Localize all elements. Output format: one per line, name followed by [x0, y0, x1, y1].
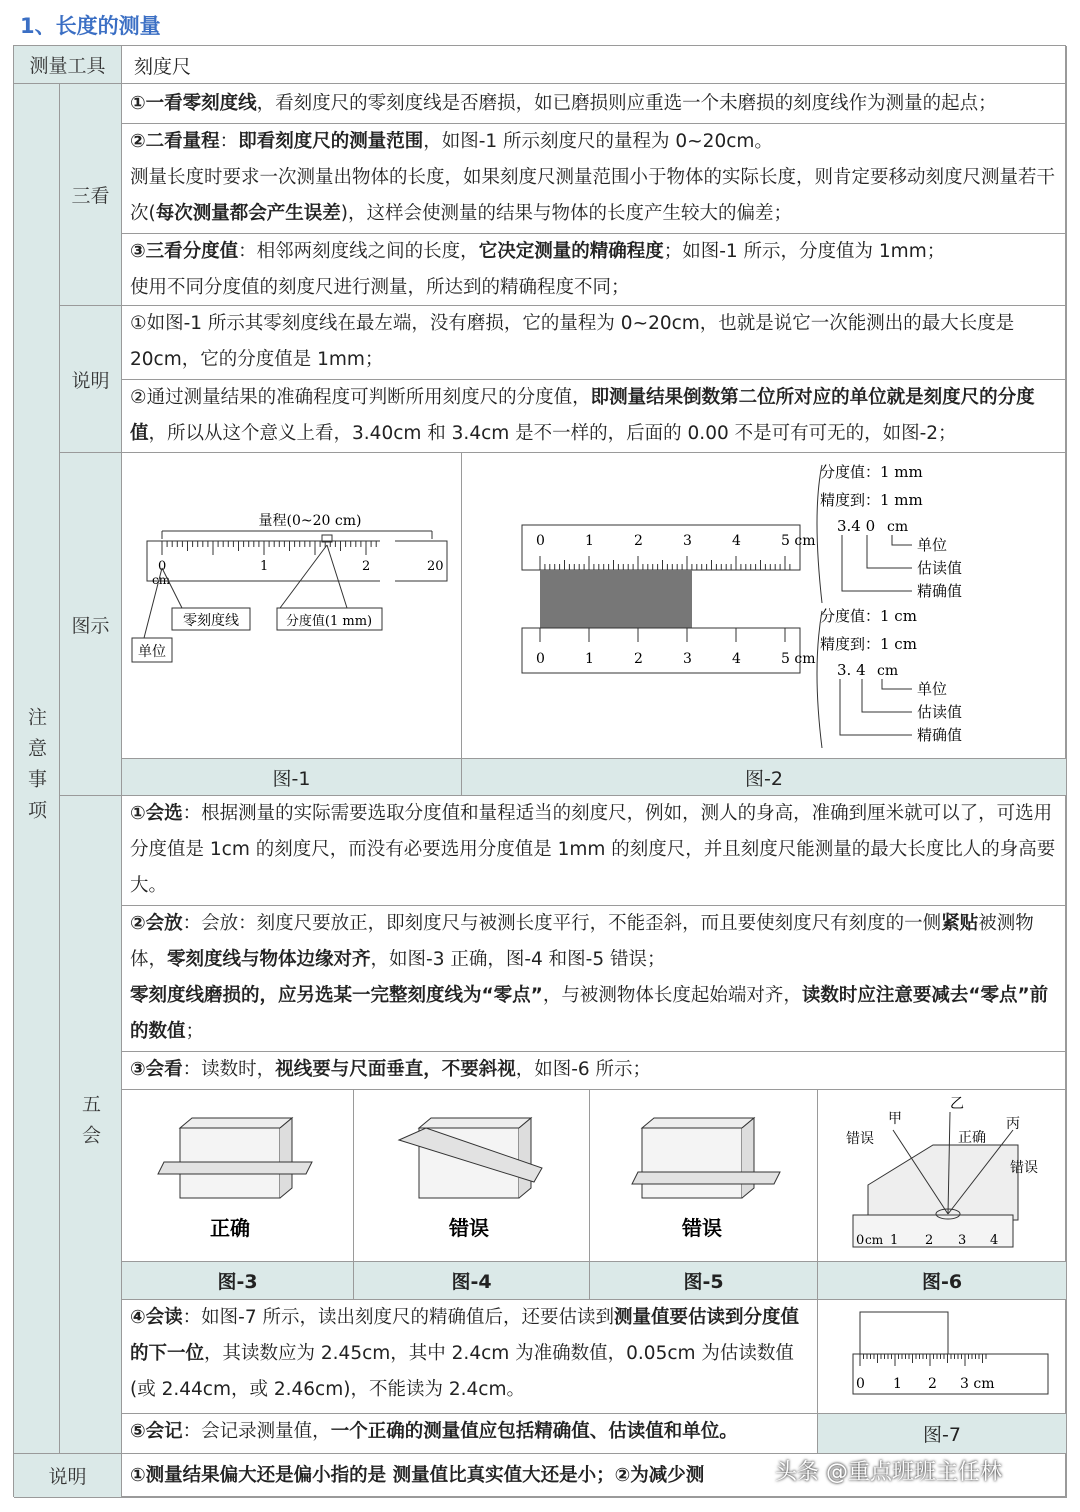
wuhui-r2-b1: ②会放: [130, 913, 183, 934]
fig2-tick-label: 3: [683, 533, 692, 549]
fig1-cm: cm: [152, 573, 171, 587]
sankan-r2-t2: ，如图-1 所示刻度尺的量程为 0~20cm。: [423, 131, 773, 152]
fig1-range-label: 量程(0~20 cm): [258, 513, 362, 529]
fig7-caption: 图-7: [818, 1414, 1067, 1454]
section-title: 1、长度的测量: [20, 14, 161, 38]
fig5-word: 错误: [682, 1216, 722, 1240]
fig6-zq: 正确: [958, 1130, 986, 1146]
wuhui-r3-t1: ：读数时，: [182, 1059, 276, 1080]
fig7-t3: 3 cm: [960, 1376, 995, 1392]
fig2-tick-label: 5 cm: [781, 651, 816, 667]
fig1-caption: 图-1: [122, 759, 462, 796]
fig6-caption: 图-6: [818, 1262, 1067, 1300]
fig2-object: [540, 570, 692, 628]
fig2-ruler-top: [522, 525, 800, 570]
fig2b-l1: 单位: [917, 680, 948, 698]
wuhui-r4-t2: ，其读数应为 2.45cm，其中 2.4cm 为准确数值，0.05cm 为估读数值(或 2.44cm，或 2.46cm)，不能读为 2.4cm。: [130, 1343, 794, 1400]
fig4-word: 错误: [449, 1216, 489, 1240]
sankan-row-1: [122, 84, 1067, 124]
sankan-r2-t1: ：: [219, 131, 239, 152]
footer-label: 说明: [14, 1454, 122, 1498]
sankan-r3-t3: 使用不同分度值的刻度尺进行测量，所达到的精确程度不同；: [130, 277, 630, 298]
shuoming-r2-t2: ，所以从这个意义上看，3.40cm 和 3.4cm 是不一样的，后面的 0.00 不是可有可无的，如图-2；: [148, 423, 957, 444]
fig1-break: [380, 539, 395, 584]
wuhui-row-2: [122, 906, 1067, 1052]
fig2b-leaders: [840, 679, 912, 735]
wuhui-r3-t2: ，如图-6 所示；: [515, 1059, 652, 1080]
fig6-drawing: [818, 1090, 1065, 1260]
wuhui-r5-b1: ⑤会记: [130, 1421, 183, 1442]
wuhui-row-3: [122, 1052, 1067, 1090]
fig7-t0: 0: [856, 1376, 865, 1392]
fig5-caption: 图-5: [590, 1262, 818, 1300]
fig2-caption: 图-2: [462, 759, 1067, 796]
fig7-drawing: [818, 1300, 1065, 1412]
wuhui-r2-b4: 零刻度线磨损的，应另选某一完整刻度线为“零点”: [130, 985, 543, 1006]
fig2a-leaders: [842, 535, 912, 591]
side-shuoming: 说明: [60, 306, 122, 453]
fig6-cw2: 错误: [1010, 1160, 1038, 1176]
fig2a-jq: 精度到：1 mm: [820, 491, 923, 509]
figure-1: [122, 453, 462, 759]
tool-label: 测量工具: [14, 46, 122, 84]
fig6-t2: 2: [925, 1233, 934, 1248]
fig4-drawing: [354, 1090, 588, 1260]
side-main-text: 注意事项: [25, 706, 47, 831]
fig5-ruler: [632, 1172, 780, 1184]
wuhui-r2-b5: 读数时应注意要减去“零点”前的数值: [130, 985, 1049, 1042]
fig6-t3: 3: [958, 1233, 967, 1248]
fig1-tick-0: 0: [158, 559, 167, 574]
figure-2: [462, 453, 1067, 759]
fig2-tick-label: 0: [536, 533, 545, 549]
side-sankan: 三看: [60, 84, 122, 306]
sankan-row-3: [122, 234, 1067, 306]
wuhui-row-1: [122, 796, 1067, 906]
wuhui-r3-b2: 视线要与尺面垂直，不要斜视: [275, 1059, 516, 1080]
fig2-tick-label: 2: [634, 533, 643, 549]
fig2-tick-label: 0: [536, 651, 545, 667]
fig1-ticks: [162, 541, 376, 555]
fig1-unit-label: 单位: [138, 644, 166, 660]
footer-text: ①测量结果偏大还是偏小指的是 测量值比真实值大还是小；②为减少测: [122, 1454, 1067, 1498]
fig1-ruler-body: [147, 541, 447, 581]
fig1-div-label: 分度值(1 mm): [285, 614, 373, 629]
fig2-tick-label: 1: [585, 533, 594, 549]
fig2a-val: 3.4 0: [837, 517, 876, 535]
fig4-caption: 图-4: [354, 1262, 590, 1300]
sankan-r3-b1: ③三看分度值: [130, 241, 239, 262]
sankan-r3-b2: 它决定测量的精确程度: [478, 241, 664, 262]
fig2-tick-label: 2: [634, 651, 643, 667]
sankan-r3-t2: ；如图-1 所示，分度值为 1mm；: [663, 241, 946, 262]
wuhui-r2-t5: ；: [185, 1021, 205, 1042]
fig1-tick-20: 20: [427, 559, 444, 574]
wuhui-r4-b1: ④会读: [130, 1307, 183, 1328]
sankan-r2-b2: 即看刻度尺的测量范围: [238, 131, 424, 152]
fig2b-val: 3. 4: [837, 661, 866, 679]
fig2-ruler-bottom: [522, 628, 800, 673]
notes-table: [13, 45, 1066, 1497]
fig6-bing: 丙: [1006, 1116, 1020, 1132]
fig1-zero-label: 零刻度线: [183, 613, 239, 629]
sankan-r2-b1: ②二看量程: [130, 131, 220, 152]
wuhui-r2-t2: 被测物体，: [130, 913, 1034, 970]
fig6-jia: 甲: [888, 1111, 902, 1127]
fig2b-brace: [817, 611, 822, 748]
fig5-drawing: [590, 1090, 816, 1260]
wuhui-r5-b2: 一个正确的测量值应包括精确值、估读值和单位。: [330, 1421, 738, 1442]
shuoming-row-1: ①如图-1 所示其零刻度线在最左端，没有磨损，它的量程为 0~20cm，也就是说它一次能测出的最大长度是 20cm，它的分度值是 1mm；: [122, 306, 1067, 380]
fig3-ruler: [158, 1162, 312, 1174]
fig2b-l3: 精确值: [917, 726, 963, 744]
wuhui-r1-b: ①会选: [130, 803, 183, 824]
wuhui-row-5: [122, 1414, 818, 1454]
fig2b-jq: 精度到：1 cm: [820, 635, 917, 653]
fig2-tick-label: 1: [585, 651, 594, 667]
wuhui-r4-b2: 测量值要估读到分度值的下一位: [130, 1307, 800, 1364]
fig2-tick-label: 4: [732, 533, 741, 549]
wuhui-r5-t1: ：会记录测量值，: [182, 1421, 331, 1442]
fig3-caption: 图-3: [122, 1262, 354, 1300]
fig6-cw1: 错误: [846, 1131, 874, 1147]
watermark: 头条 @重点班班主任林: [775, 1460, 1002, 1485]
fig2-tick-label: 4: [732, 651, 741, 667]
wuhui-r2-b3: 零刻度线与物体边缘对齐: [167, 949, 371, 970]
fig2a-fd: 分度值：1 mm: [820, 463, 923, 481]
side-wuhui-text: 五会: [79, 1093, 101, 1156]
fig2a-cm: cm: [887, 519, 909, 535]
fig2b-cm: cm: [877, 663, 899, 679]
fig6-t4: 4: [990, 1233, 999, 1248]
wuhui-r1-t: ：根据测量的实际需要选取分度值和量程适当的刻度尺，例如，测人的身高，准确到厘米就可以了，可选用分度值是 1cm 的刻度尺，而没有必要选用分度值是 1mm 的刻度尺，并且刻度尺能测量的最大长度比人的身高要大。: [130, 803, 1056, 896]
wuhui-r2-t4: ，与被测物体长度起始端对齐，: [542, 985, 802, 1006]
side-wuhui: [60, 796, 122, 1454]
sankan-r2-b3: 每次测量都会产生误差: [155, 203, 341, 224]
fig7-object: [860, 1312, 948, 1354]
shuoming-r2-b1: 即测量结果倒数第二位所对应的单位就是刻度尺的分度值: [130, 387, 1035, 444]
fig1-tick-2: 2: [362, 559, 371, 574]
fig6-yi: 乙: [950, 1096, 964, 1112]
fig2b-l2: 估读值: [917, 703, 963, 721]
fig3-drawing: [122, 1090, 352, 1260]
shuoming-r2-t1: ②通过测量结果的准确程度可判断所用刻度尺的分度值，: [130, 387, 591, 408]
fig6-tcm: cm: [865, 1233, 884, 1247]
wuhui-r2-t1: ：会放：刻度尺要放正，即刻度尺与被测长度平行，不能歪斜，而且要使刻度尺有刻度的一侧: [182, 913, 942, 934]
fig2a-brace: [817, 465, 822, 603]
fig7-t2: 2: [928, 1376, 937, 1392]
sankan-r1-bold: ①一看零刻度线: [130, 93, 257, 114]
fig7-t1: 1: [893, 1376, 902, 1392]
fig6-t0: 0: [856, 1233, 865, 1248]
fig1-tick-1: 1: [260, 559, 269, 574]
figure-4: [354, 1090, 590, 1262]
fig2-tick-label: 5 cm: [781, 533, 816, 549]
fig2a-l1: 单位: [917, 536, 948, 554]
fig2a-l2: 估读值: [917, 559, 963, 577]
figure-3: [122, 1090, 354, 1262]
wuhui-row-4: [122, 1300, 818, 1414]
wuhui-r2-t3: ，如图-3 正确，图-4 和图-5 错误；: [370, 949, 666, 970]
fig3-word: 正确: [210, 1216, 250, 1240]
side-tushi: 图示: [60, 453, 122, 796]
fig2-diagram: [462, 453, 1065, 757]
figure-6: [818, 1090, 1067, 1262]
sankan-r3-t1: ：相邻两刻度线之间的长度，: [238, 241, 479, 262]
fig2a-l3: 精确值: [917, 582, 963, 600]
sankan-r2-t4: )，这样会使测量的结果与物体的长度产生较大的偏差；: [340, 203, 792, 224]
figure-5: [590, 1090, 818, 1262]
wuhui-r4-t1: ：如图-7 所示，读出刻度尺的精确值后，还要估读到: [182, 1307, 615, 1328]
side-main-label: [14, 84, 60, 1454]
fig1-range-bracket: [162, 531, 432, 539]
tool-value: 刻度尺: [122, 46, 1067, 84]
shuoming-row-2: [122, 380, 1067, 453]
fig1-ruler-diagram: [122, 453, 460, 757]
figure-7: [818, 1300, 1067, 1414]
sankan-r1-text: ，看刻度尺的零刻度线是否磨损，如已磨损则应重选一个未磨损的刻度线作为测量的起点；: [256, 93, 997, 114]
wuhui-r2-b2: 紧贴: [941, 913, 979, 934]
fig7-ruler: [853, 1354, 1048, 1394]
wuhui-r3-b1: ③会看: [130, 1059, 183, 1080]
fig6-t1: 1: [890, 1233, 899, 1248]
fig2-tick-label: 3: [683, 651, 692, 667]
sankan-row-2: [122, 124, 1067, 234]
sankan-r2-t3: 测量长度时要求一次测量出物体的长度，如果刻度尺测量范围小于物体的实际长度，则肯定要移动刻度尺测量若干次(: [130, 167, 1056, 224]
fig2b-fd: 分度值：1 cm: [820, 607, 917, 625]
